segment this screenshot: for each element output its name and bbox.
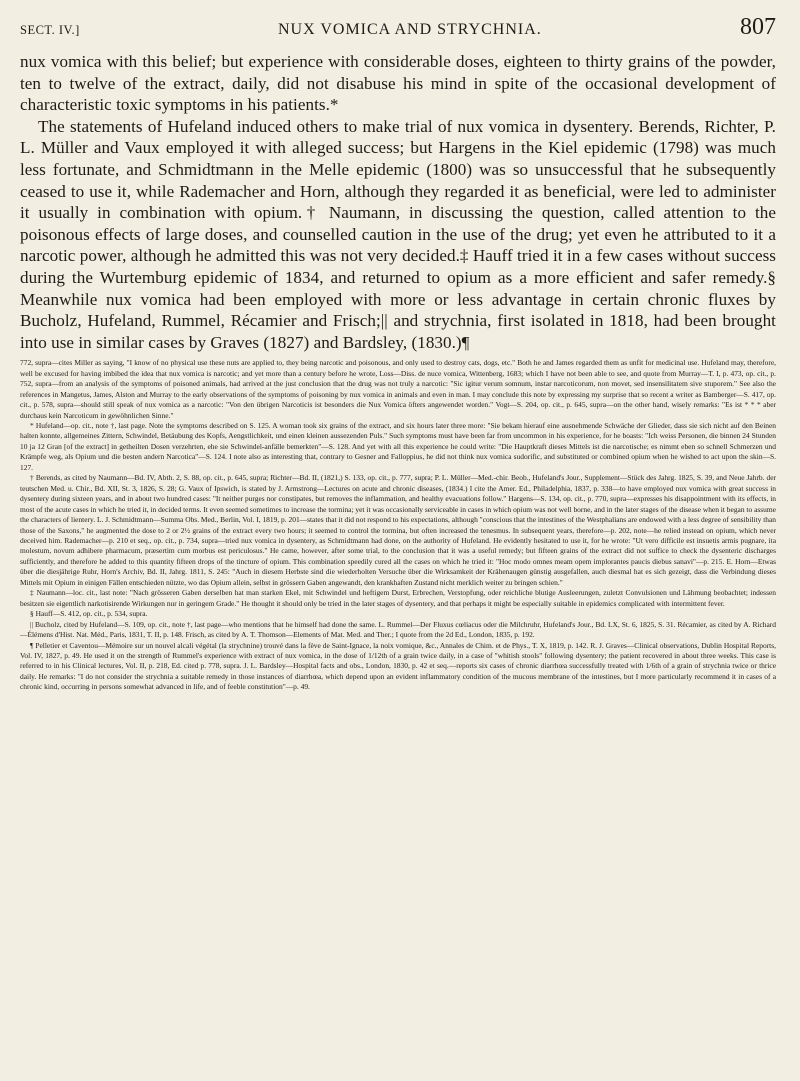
- footnote-divider: [20, 353, 776, 354]
- footnote: * Hufeland—op. cit., note †, last page. Note the symptoms described on S. 125. A woman took six grains of the extract, and six hours later three more: "Sie bekam hierauf eine ausnehmende Schwäche der Glieder, dass sie sich nicht auf den Beinen halten konnte, allgemeines Zittern, Schwindel, Betäubung des Kopfs, Aengstlichkeit, und einen kleinen aussezenden Puls." Such symptoms must have been far from uncommon in his experience, for he boasts: "Ich weiss Personen, die binnen 24 Stunden 10 ja 12 Gran [of the extract] in getheilten Dosen verzehrten, ehe sie Schwindel-anfälle bemerkten"—S. 128. And yet with all this experience he could write: "Die Hauptkraft dieses Mittels ist die narcotische; es nimmt eben so schnell Schmerzen und Krämpfe weg, als Opium und die besten andern Narcotica"—S. 124. I note also as interesting that, contrary to Gesner and Falloppius, he did not think nux vomica sudorific, and substituted or combined opium when he wished to act upon the skin—S. 127.: [20, 421, 776, 472]
- footnote: ¶ Pelletier et Caventou—Mémoire sur un nouvel alcali végétal (la strychnine) trouvé dans la fève de Saint-Ignace, la noix vomique, &c., Annales de Chim. et de Phys., T. X, 1819, p. 142. R. J. Graves—Clinical observations, Dublin Hospital Reports, Vol. IV, 1827, p. 49. He used it on the strength of Rummel's experience with extract of nux vomica, in the dose of 1/12th of a grain twice daily, in a case of "whitish stools" following dysentery; the patient recovered in about three weeks. This case is referred to in his Clinical lectures, Vol. II, p. 218, Ed. cited p. 778, supra. J. L. Bardsley—Hospital facts and obs., London, 1830, p. 42 et seq.—reports six cases of chronic diarrhœa successfully treated with 1/6th of a grain of strychnia twice or thrice daily. He remarks: "I do not consider the strychnia a suitable remedy in those instances of diarrhœa, which depend upon an evident inflammatory condition of the mucous membrane of the intestines, but I more particularly recommend it in cases of a chronic kind, occurring in persons somewhat advanced in life, and of feeble constitution"—p. 49.: [20, 640, 776, 692]
- book-page: [20, 14, 776, 693]
- footnote-continued: 772, supra—cites Miller as saying, "I know of no physical use these nuts are applied to, they being narcotic and poisonous, and only used to destroy cats, dogs, etc." Both he and James regarded them as unfit for medicinal use. Hufeland may, therefore, well be excused for having imbibed the idea that nux vomica is narcotic; and yet more than a century before he wrote, Loss—Diss. de nuce vomica, Wittenberg, 1683; which I have not been able to see, and quote from Murray—T. I, p. 473, op. cit., p. 752, supra—from an analysis of the symptoms of poisoned animals, had arrived at the just conclusion that the drug was not truly a narcotic: "Sic igitur verum somnum, instar narcoticorum, non movet, sed insensilitatem sive stuporem." See also the references in Mangetus, James, Alston and Murray to the early observations of the symptoms of poisoning by nux vomica in animals and even in man. I may conclude this note by expressing my surprise that so recent a writer as Bamberger—S. 417, op. cit., p. 578, supra—should still speak of nux vomica as a narcotic: "Von den übrigen Narcoticis ist besonders die Nux Vomica öfters angewendet worden." Vogt—S. 204, op. cit., p. 645, supra—on the other hand, wisely remarks: "Es ist * * * aber durchaus kein Narcoticum in gewöhnlichen Sinne.": [20, 358, 776, 420]
- footnote: ‡ Naumann—loc. cit., last note: "Nach grösseren Gaben derselben hat man starken Ekel, mit Schwindel und heftigem Durst, Erbrechen, Verstopfung, oder reichliche blutige Ausleerungen, zuletzt Convulsionen und Lähmung beobachtet; indessen besitzen sie eigentlich narkotisirende Wirkungen nur in geringem Grade." He thought it should only be tried in the later stages of dysentery, and that perhaps it might be especially suitable in epidemics complicated with intermittent fever.: [20, 588, 776, 608]
- footnote: § Hauff—S. 412, op. cit., p. 534, supra.: [30, 609, 148, 619]
- section-label: SECT. IV.]: [20, 23, 80, 37]
- running-head: [20, 14, 776, 44]
- footnote: || Bucholz, cited by Hufeland—S. 109, op. cit., note †, last page—who mentions that he himself had done the same. L. Rummel—Der Fluxus cœliacus oder die Milchruhr, Hufeland's Jour., Bd. LX, St. 6, 1825, S. 31. Récamier, as cited by A. Richard—Élémens d'Hist. Nat. Méd., Paris, 1831, T. II, p. 148. Frisch, as cited by A. T. Thomson—Elements of Mat. Med. and Ther.; I quote from the 2d Ed., London, 1835, p. 192.: [20, 619, 776, 640]
- paragraph: The statements of Hufeland induced others to make trial of nux vomica in dysentery. Berends, Richter, P. L. Müller and Vaux employed it with alleged success; but Hargens in the Kiel epidemic (1798) was much less fortunate, and Schmidtmann in the Melle epidemic (1800) was so unsuccessful that he subsequently ceased to use it, while Rademacher and Horn, although they regarded it as beneficial, were led to administer it usually in combination with opium.† Naumann, in discussing the question, called attention to the poisonous effects of large doses, and counselled caution in the use of the drug; yet even he attributed to it a narcotic power, although he admitted this was not very decided.‡ Hauff tried it in a few cases without success during the Wurtemburg epidemic of 1834, and returned to opium as a more efficient and safer remedy.§ Meanwhile nux vomica had been employed with more or less advantage in certain chronic fluxes by Bucholz, Hufeland, Rummel, Récamier and Frisch;|| and strychnia, first isolated in 1818, had been brought into use in similar cases by Graves (1827) and Bardsley, (1830.)¶: [20, 116, 776, 352]
- running-title: NUX VOMICA AND STRYCHNIA.: [277, 21, 542, 38]
- page-number: 807: [740, 14, 776, 40]
- paragraph: nux vomica with this belief; but experience with considerable doses, eighteen to thirty grains of the powder, ten to twelve of the extract, daily, did not disabuse his mind in spite of the occasional development of characteristic toxic symptoms in his patients.*: [20, 52, 776, 115]
- main-text: [20, 51, 776, 353]
- footnotes: [20, 358, 776, 693]
- footnote: † Berends, as cited by Naumann—Bd. IV, Abth. 2, S. 88, op. cit., p. 645, supra; Richter—Bd. II, (1821,) S. 133, op. cit., p. 777, supra; P. L. Müller—Med.-chir. Beob., Hufeland's Jour., Supplement—Stück des Jahrg. 1825, S. 39, and Neue Jahrb. der teutschen Med. u. Chir., Bd. XII, St. 3, 1826, S. 28; G. Vaux of Ipswich, is stated by J. Armstrong—Lectures on acute and chronic diseases, (1834.) I cite the Amer. Ed., Philadelphia, 1837, p. 338—to have employed nux vomica with great success in dysentery during sixteen years, and in about two hundred cases: "It neither purges nor constipates, but removes the inflammation, and healthy evacuations follow." Hargens—S. 134, op. cit., p. 770, supra—expresses his disappointment with its effects, in most of the acute cases in which he tried it, in decided terms. It even seemed sometimes to increase the tormina; yet it was occasionally serviceable in cases in which opium was not well borne, and in the later stages of the disease when it began to assume the characters of lientery. L. J. Schmidtmann—Summa Obs. Med., Berlin, Vol. I, 1819, p. 201—states that it did not respond to his expectations, although "conscious that the intestines of the Westphalians are endowed with a less degree of sensibility than those of the Saxons," he augmented the dose to 2 or 2½ grains of the extract every two hours; it seemed to control the tormina, but often increased the tenesmus. In subsequent years, therefore—p. 202, note—he relied instead on opium, which never deceived him. Rademacher—p. 210 et seq., op. cit., p. 734, supra—tried nux vomica in dysentery, as Schmidtmann had done, on the authority of Hufeland. He evidently hesitated to use it, for he wrote: "Ut vero difficile est insuetis armis pugnare, ita molestum, novum adhibere pharmacum, præsertim cum morbus est periculosus." He came, however, after some trial, to the conclusion that it was a useful remedy; but fifteen grains of the extract did not suffice to check the dysenteric discharges sufficiently, and therefore he added to this quantity fifteen drops of the tincture of opium. This combination speedily cured all the cases on which he tried it: "Hoc modo omnes meam opem implorantes paucis diebus sanavi"—p. 215. E. Horn—Etwas über die diesjährige Ruhr, Horn's Archiv, Bd. II, Jahrg. 1811, S. 245: "Auch in diesem Herbste sind die wiederholten Versuche über die Wirksamkeit der Krähenaugen günstig ausgefallen, auch diesmal hat es sich gezeigt, dass die Verbindung dieses Mittels mit Opium in einigen Fällen entschieden nützte, wo das Opium allein, selbst in grössern Gaben angewandt, den krankhaften Zustand nicht merklich weiter zu bringen schien.": [20, 473, 776, 587]
